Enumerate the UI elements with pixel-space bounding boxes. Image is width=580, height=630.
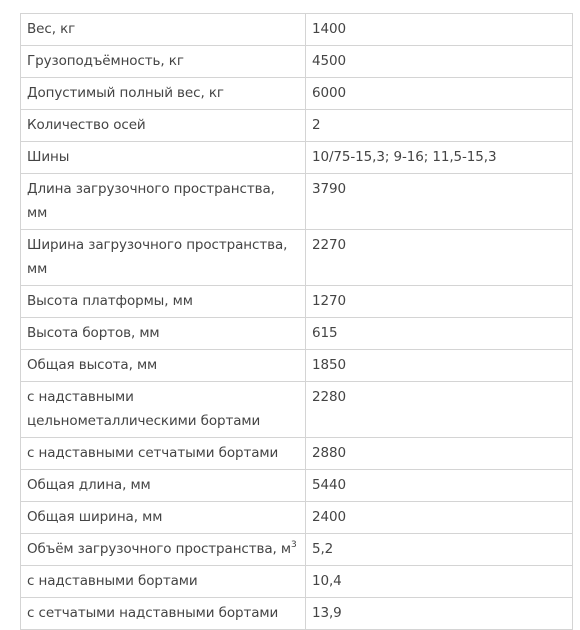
row-value: 4500 [306,46,573,78]
table-row [21,14,573,46]
row-value: 5,2 [306,534,573,566]
table-row [21,174,573,230]
row-value: 10,4 [306,566,573,598]
table-row [21,78,573,110]
row-label: с надставными сетчатыми бортами [21,438,306,470]
row-label: Высота бортов, мм [21,318,306,350]
row-value: 1850 [306,350,573,382]
row-label: Ширина загрузочного пространства, мм [21,230,306,286]
table-row [21,534,573,566]
specifications-table [20,13,573,630]
table-row [21,470,573,502]
row-value: 3790 [306,174,573,230]
row-value: 1270 [306,286,573,318]
row-label: Общая ширина, мм [21,502,306,534]
row-label: Грузоподъёмность, кг [21,46,306,78]
table-row [21,598,573,630]
table-row [21,230,573,286]
table-row [21,110,573,142]
row-label: с сетчатыми надставными бортами [21,598,306,630]
row-label: Общая длина, мм [21,470,306,502]
row-value: 2270 [306,230,573,286]
row-label: Высота платформы, мм [21,286,306,318]
row-label: Объём загрузочного пространства, м [27,541,292,557]
row-value: 2880 [306,438,573,470]
row-value: 10/75-15,3; 9-16; 11,5-15,3 [306,142,573,174]
row-value: 2280 [306,382,573,438]
row-label: Общая высота, мм [21,350,306,382]
row-value: 615 [306,318,573,350]
row-value: 2400 [306,502,573,534]
row-label-cell [21,534,306,566]
row-value: 2 [306,110,573,142]
row-label: Шины [21,142,306,174]
row-label: с надставными цельнометаллическими бортами [21,382,306,438]
table-row [21,502,573,534]
table-row [21,46,573,78]
table-row [21,318,573,350]
row-label: Вес, кг [21,14,306,46]
table-row [21,286,573,318]
row-value: 1400 [306,14,573,46]
table-row [21,566,573,598]
table-row [21,350,573,382]
table-row [21,382,573,438]
row-label: Длина загрузочного пространства, мм [21,174,306,230]
superscript: 3 [291,539,297,550]
table-row [21,438,573,470]
row-value: 5440 [306,470,573,502]
table-row [21,142,573,174]
row-label: Количество осей [21,110,306,142]
row-value: 13,9 [306,598,573,630]
row-label: с надставными бортами [21,566,306,598]
row-value: 6000 [306,78,573,110]
row-label: Допустимый полный вес, кг [21,78,306,110]
